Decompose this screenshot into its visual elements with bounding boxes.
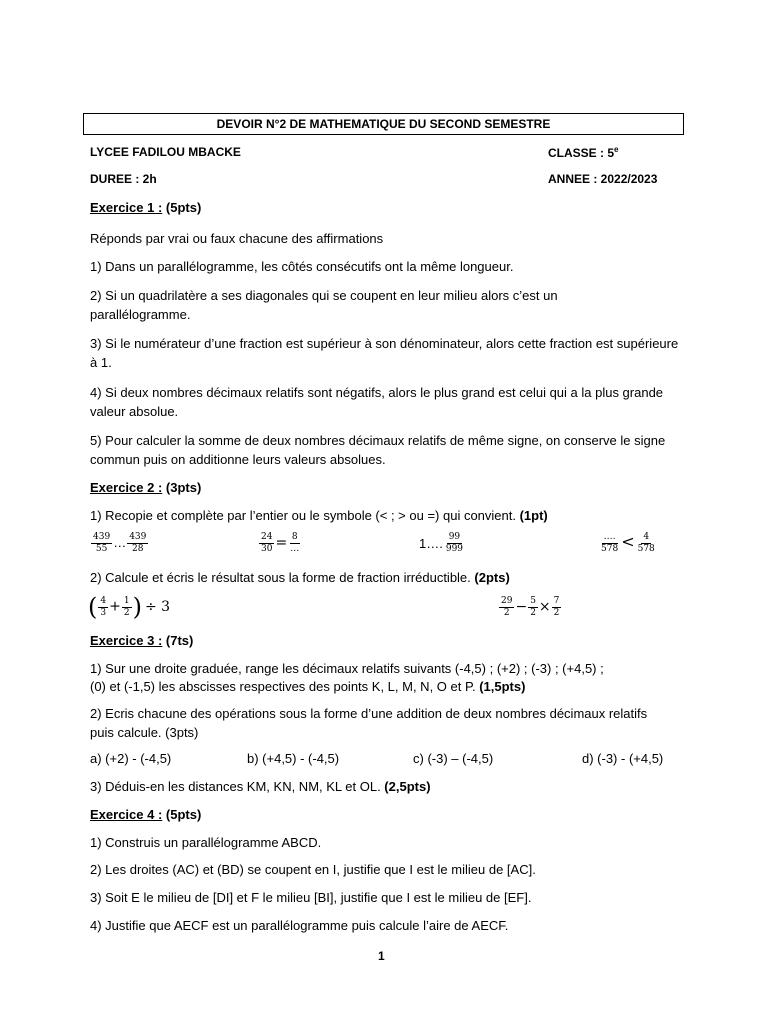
numerator: 4 <box>643 532 650 543</box>
exercise-4-title: Exercice 4 : <box>90 807 163 822</box>
numerator: 4 <box>100 595 107 606</box>
numerator: 29 <box>501 596 513 606</box>
question-line-2 <box>90 678 604 696</box>
blank: … <box>113 534 127 550</box>
denominator: 578 <box>601 544 619 555</box>
numerator: 5 <box>530 596 536 606</box>
numerator: 99 <box>448 532 461 542</box>
exercise-3-question-1 <box>90 660 604 696</box>
fraction <box>636 532 657 555</box>
class-superscript: e <box>614 145 619 154</box>
denominator: 2 <box>123 607 130 618</box>
denominator: 28 <box>132 544 144 554</box>
question-text: 1) Recopie et complète par l’entier ou le symbole (< ; > ou =) qui convient. <box>90 508 516 523</box>
exercise-1-item: 1) Dans un parallélogramme, les côtés consécutifs ont la même longueur. <box>90 259 514 274</box>
fraction <box>98 596 108 619</box>
exercise-1-item: 2) Si un quadrilatère a ses diagonales qui se coupent en leur milieu alors c’est un parallélogramme. <box>90 288 558 322</box>
fraction <box>499 596 514 619</box>
denominator: 578 <box>637 544 655 555</box>
question-points: (1pt) <box>515 508 548 523</box>
numerator: 1 <box>123 595 130 606</box>
exercise-2-heading <box>90 480 201 495</box>
numerator: 8 <box>291 532 298 542</box>
exercise-4-points: (5pts) <box>162 807 202 822</box>
open-paren: ( <box>88 593 98 621</box>
question-points: (2pts) <box>470 570 510 585</box>
denominator: 2 <box>503 608 510 618</box>
duration: DUREE : 2h <box>90 172 157 186</box>
comparison-1 <box>90 532 149 555</box>
exercise-1-intro: Réponds par vrai ou faux chacune des affirmations <box>90 231 384 246</box>
exercise-2-title: Exercice 2 : <box>90 480 163 495</box>
exam-title: DEVOIR N°2 DE MATHEMATIQUE DU SECOND SEMESTRE <box>83 113 684 135</box>
exercise-2-question-2 <box>90 570 510 585</box>
minus-sign: − <box>515 598 528 615</box>
operation-c: c) (-3) – (-4,5) <box>413 751 494 766</box>
numerator: 7 <box>553 596 560 606</box>
denominator: … <box>290 544 300 554</box>
denominator: 2 <box>530 608 536 618</box>
numerator: 439 <box>129 532 147 542</box>
question-line: 1) Sur une droite graduée, range les décimaux relatifs suivants (-4,5) ; (+2) ; (-3) ; (+4,5) ; <box>90 661 604 676</box>
question-text: (0) et (-1,5) les abscisses respectives des points K, L, M, N, O et P. <box>90 679 476 694</box>
comparison-3 <box>419 532 466 555</box>
exercise-2-points: (3pts) <box>162 480 202 495</box>
blank: 1…. <box>419 536 443 551</box>
exercise-1-title: Exercice 1 : <box>90 200 163 215</box>
less-than-sign: < <box>621 532 635 551</box>
exercise-3-heading <box>90 633 193 648</box>
school-name: LYCEE FADILOU MBACKE <box>90 145 241 159</box>
numerator: …. <box>603 532 616 543</box>
denominator: 55 <box>95 544 108 554</box>
divide-by-three: ÷ 3 <box>144 599 171 615</box>
exercise-3-question-3 <box>90 779 431 794</box>
fraction <box>599 532 620 555</box>
numerator: 24 <box>261 532 273 542</box>
denominator: 3 <box>100 607 107 618</box>
exercise-4-item: 2) Les droites (AC) et (BD) se coupent en I, justifie que I est le milieu de [AC]. <box>90 862 536 877</box>
exercise-4-item: 4) Justifie que AECF est un parallélogramme puis calcule l’aire de AECF. <box>90 918 509 933</box>
exercise-2-question-1 <box>90 508 548 523</box>
fraction <box>552 596 562 619</box>
exercise-4-item: 1) Construis un parallélogramme ABCD. <box>90 835 322 850</box>
question-text: 3) Déduis-en les distances KM, KN, NM, KL et OL. <box>90 779 381 794</box>
fraction <box>259 532 274 555</box>
school-year: ANNEE : 2022/2023 <box>548 172 658 186</box>
exercise-1-item: 3) Si le numérateur d’une fraction est supérieur à son dénominateur, alors cette fraction est supérieure à 1. <box>90 336 679 370</box>
class-label <box>548 145 618 160</box>
denominator: 999 <box>445 544 464 554</box>
numerator: 439 <box>93 532 111 542</box>
question-points: (1,5pts) <box>475 679 526 694</box>
exercise-1-item: 5) Pour calculer la somme de deux nombres décimaux relatifs de même signe, on conserve le signe commun puis on additionne leurs valeurs absolues. <box>90 433 666 467</box>
fraction <box>444 532 465 555</box>
exercise-4-heading <box>90 807 201 822</box>
exercise-1-heading <box>90 200 201 215</box>
plus-sign: + <box>109 598 121 615</box>
comparison-4 <box>598 532 658 555</box>
operation-b: b) (+4,5) - (-4,5) <box>247 751 340 766</box>
fraction <box>127 532 148 555</box>
close-paren: ) <box>132 593 142 621</box>
exercise-3-points: (7ts) <box>162 633 194 648</box>
times-sign: × <box>538 598 551 615</box>
operation-d: d) (-3) - (+4,5) <box>582 751 664 766</box>
question-points: (2,5pts) <box>380 779 431 794</box>
class-text: CLASSE : 5 <box>548 146 615 160</box>
fraction <box>288 532 301 555</box>
denominator: 2 <box>553 608 560 618</box>
exercise-1-item: 4) Si deux nombres décimaux relatifs sont négatifs, alors le plus grand est celui qui a la plus grande valeur absolue. <box>90 385 664 419</box>
operation-a: a) (+2) - (-4,5) <box>90 751 172 766</box>
exercise-1-points: (5pts) <box>162 200 202 215</box>
fraction <box>528 596 538 619</box>
equals-sign: = <box>275 534 288 551</box>
fraction <box>91 532 112 555</box>
comparison-2 <box>258 532 302 555</box>
expression-1 <box>88 593 170 621</box>
question-text: 2) Calcule et écris le résultat sous la forme de fraction irréductible. <box>90 570 471 585</box>
expression-2 <box>498 596 562 619</box>
denominator: 30 <box>261 544 273 554</box>
exercise-4-item: 3) Soit E le milieu de [DI] et F le milieu [BI], justifie que I est le milieu de [EF]. <box>90 890 532 905</box>
fraction <box>122 596 132 619</box>
exercise-3-question-2: 2) Ecris chacune des opérations sous la forme d’une addition de deux nombres décimaux relatifs puis calcule. (3pts) <box>90 706 648 740</box>
exercise-3-title: Exercice 3 : <box>90 633 163 648</box>
page-number: 1 <box>378 949 385 963</box>
